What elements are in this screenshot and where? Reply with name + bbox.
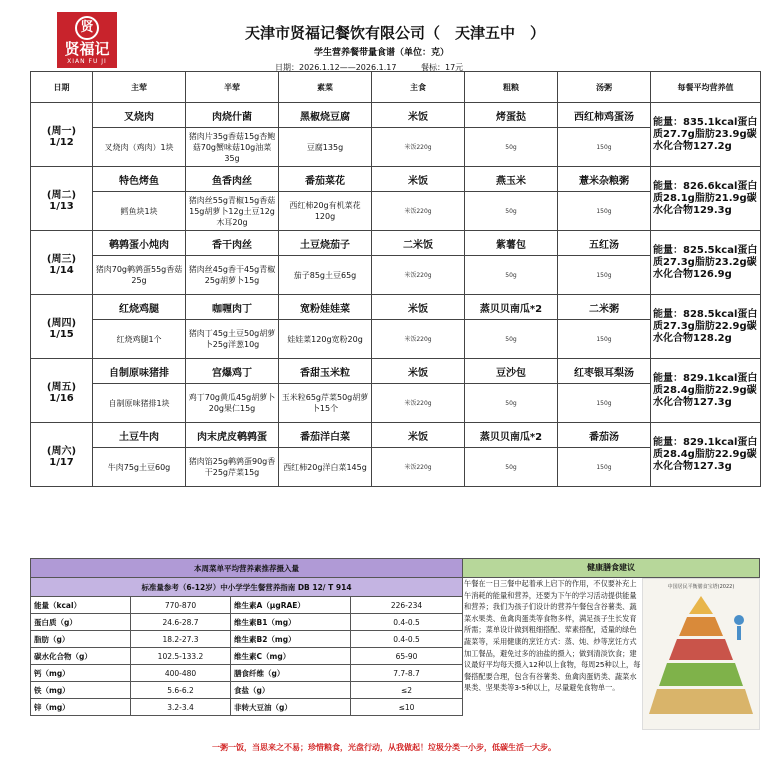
nutrient-label: 碳水化合物（g） <box>31 648 131 665</box>
dish-row <box>31 167 761 192</box>
dish-row <box>31 231 761 256</box>
bottom-section <box>30 558 760 738</box>
nutrient-label: 锌（mg） <box>31 699 131 716</box>
nutrient-value: 3.2-3.4 <box>131 699 231 716</box>
dish-row <box>31 359 761 384</box>
nutrition-cell: 能量：829.1kcal蛋白质28.4g脂肪22.9g碳水化合物127.3g <box>651 359 761 423</box>
nutrition-cell: 能量：826.6kcal蛋白质28.1g脂肪21.9g碳水化合物129.3g <box>651 167 761 231</box>
nutrient-value: 0.4-0.5 <box>351 614 463 631</box>
pyramid-title: 中国居民平衡膳食宝塔(2022) <box>667 584 735 590</box>
dish-name: 番茄汤 <box>558 423 651 448</box>
nutrient-label: 膳食纤维（g） <box>231 665 351 682</box>
page-subtitle: 学生营养餐带量食谱（单位：克） <box>314 48 450 58</box>
meal-price: 餐标：17元 <box>420 63 464 72</box>
dish-name: 米饭 <box>372 423 465 448</box>
nutrient-value: 5.6-6.2 <box>131 682 231 699</box>
dish-name: 土豆牛肉 <box>93 423 186 448</box>
dish-name: 黑椒烧豆腐 <box>279 103 372 128</box>
dish-detail: 猪肉片35g香菇15g杏鲍菇70g蟹味菇10g油菜35g <box>186 128 279 167</box>
dish-name: 薏米杂粮粥 <box>558 167 651 192</box>
dish-name: 米饭 <box>372 295 465 320</box>
nutrition-cell: 能量：828.5kcal蛋白质27.3g脂肪22.9g碳水化合物128.2g <box>651 295 761 359</box>
dish-detail: 150g <box>558 192 651 231</box>
nutrient-value: ≤10 <box>351 699 463 716</box>
dish-detail: 150g <box>558 320 651 359</box>
intake-table <box>30 558 463 716</box>
dish-name: 西红柿鸡蛋汤 <box>558 103 651 128</box>
dish-name: 二米饭 <box>372 231 465 256</box>
dish-name: 番茄洋白菜 <box>279 423 372 448</box>
dish-detail: 150g <box>558 128 651 167</box>
nutrient-label: 钙（mg） <box>31 665 131 682</box>
dish-name: 鱼香肉丝 <box>186 167 279 192</box>
dish-name: 红烧鸡腿 <box>93 295 186 320</box>
dish-row <box>31 423 761 448</box>
dish-name: 咖喱肉丁 <box>186 295 279 320</box>
intake-row <box>31 699 463 716</box>
nutrition-cell: 能量：835.1kcal蛋白质27.7g脂肪23.9g碳水化合物127.2g <box>651 103 761 167</box>
dish-name: 土豆烧茄子 <box>279 231 372 256</box>
dish-detail: 150g <box>558 384 651 423</box>
nutrient-value: 226-234 <box>351 597 463 614</box>
day-cell: (周二) 1/13 <box>31 167 93 231</box>
dish-name: 香干肉丝 <box>186 231 279 256</box>
dish-name: 红枣银耳梨汤 <box>558 359 651 384</box>
nutrient-value: 18.2-27.3 <box>131 631 231 648</box>
nutrient-label: 非转大豆油（g） <box>231 699 351 716</box>
nutrient-value: 7.7-8.7 <box>351 665 463 682</box>
dish-detail: 玉米粒65g芹菜50g胡萝卜15个 <box>279 384 372 423</box>
dish-name: 番茄菜花 <box>279 167 372 192</box>
brand-logo <box>57 12 117 68</box>
dish-detail: 鸡丁70g黄瓜45g胡萝卜20g果仁15g <box>186 384 279 423</box>
col-header: 主荤 <box>93 72 186 103</box>
nutrient-label: 蛋白质（g） <box>31 614 131 631</box>
col-header: 主食 <box>372 72 465 103</box>
nutrient-value: 102.5-133.2 <box>131 648 231 665</box>
dish-detail: 50g <box>465 256 558 295</box>
dish-detail: 米饭220g <box>372 320 465 359</box>
day-cell: (周三) 1/14 <box>31 231 93 295</box>
dish-detail: 猪肉70g鹌鹑蛋55g香菇25g <box>93 256 186 295</box>
dish-name: 宽粉娃娃菜 <box>279 295 372 320</box>
dish-detail: 米饭220g <box>372 128 465 167</box>
nutrition-cell: 能量：829.1kcal蛋白质28.4g脂肪22.9g碳水化合物127.3g <box>651 423 761 487</box>
col-header: 半荤 <box>186 72 279 103</box>
intake-panel <box>30 558 462 738</box>
nutrient-value: ≤2 <box>351 682 463 699</box>
dish-name: 叉烧肉 <box>93 103 186 128</box>
logo-subtext: XIAN FU JI <box>67 58 107 65</box>
logo-text: 贤福记 <box>64 40 110 58</box>
intake-row <box>31 665 463 682</box>
col-header: 汤粥 <box>558 72 651 103</box>
intake-row <box>31 648 463 665</box>
dish-detail: 娃娃菜120g宽粉20g <box>279 320 372 359</box>
logo-mark: 贤 <box>75 16 99 40</box>
dish-detail: 牛肉75g土豆60g <box>93 448 186 487</box>
dish-name: 二米粥 <box>558 295 651 320</box>
col-header: 素菜 <box>279 72 372 103</box>
intake-row <box>31 597 463 614</box>
dish-row <box>31 295 761 320</box>
nutrient-label: 维生素C（mg） <box>231 648 351 665</box>
dish-name: 蒸贝贝南瓜*2 <box>465 295 558 320</box>
dish-name: 自制原味猪排 <box>93 359 186 384</box>
dish-detail: 米饭220g <box>372 192 465 231</box>
dish-detail: 米饭220g <box>372 256 465 295</box>
dish-name: 宫爆鸡丁 <box>186 359 279 384</box>
nutrient-label: 食盐（g） <box>231 682 351 699</box>
advice-title: 健康膳食建议 <box>462 558 760 578</box>
dish-detail: 50g <box>465 384 558 423</box>
dish-name: 肉烧什菌 <box>186 103 279 128</box>
dish-name: 蒸贝贝南瓜*2 <box>465 423 558 448</box>
dish-name: 米饭 <box>372 103 465 128</box>
col-header: 日期 <box>31 72 93 103</box>
day-cell: (周五) 1/16 <box>31 359 93 423</box>
dish-detail: 猪肉丝55g青椒15g香菇15g胡萝卜12g土豆12g木耳20g <box>186 192 279 231</box>
dish-detail: 猪肉丁45g土豆50g胡萝卜25g洋葱10g <box>186 320 279 359</box>
dish-name: 紫薯包 <box>465 231 558 256</box>
intake-row <box>31 682 463 699</box>
nutrient-value: 400-480 <box>131 665 231 682</box>
dish-detail: 鳕鱼块1块 <box>93 192 186 231</box>
intake-row <box>31 631 463 648</box>
slogan: 一粥一饭，当思来之不易；珍惜粮食，光盘行动，从我做起！垃圾分类一小步，低碳生活一大步。 <box>212 743 556 752</box>
advice-panel <box>462 558 760 738</box>
dish-name: 五红汤 <box>558 231 651 256</box>
dish-name: 香甜玉米粒 <box>279 359 372 384</box>
dish-name: 特色烤鱼 <box>93 167 186 192</box>
date-range: 日期：2026.1.12——2026.1.17 <box>275 63 397 72</box>
dish-detail: 自制原味猪排1块 <box>93 384 186 423</box>
food-pyramid-image <box>642 578 760 730</box>
intake-row <box>31 614 463 631</box>
nutrient-value: 0.4-0.5 <box>351 631 463 648</box>
pyramid-icon <box>643 590 759 726</box>
nutrient-label: 维生素B1（mg） <box>231 614 351 631</box>
dish-detail: 150g <box>558 448 651 487</box>
nutrition-cell: 能量：825.5kcal蛋白质27.3g脂肪23.2g碳水化合物126.9g <box>651 231 761 295</box>
advice-text: 午餐在一日三餐中起着承上启下的作用，不仅要补充上午消耗的能量和营养，还要为下午的学习活动提供能量和营养；我们为孩子们设计的营养午餐包含谷薯类、蔬菜水果类、鱼禽肉蛋类等食物多样，满足孩子生长发育所需；菜单设计做到粗细搭配、荤素搭配，适量的绿色蔬菜等，采用健康的烹饪方式：蒸、炖、炒等烹饪方式加工餐品，避免过多的油盐的摄入；做到清淡饮食；建议最好平均每天摄入12种以上食物，每周25种以上，每餐搭配要合理，包含有谷薯类、鱼禽肉蛋奶类、蔬菜水果类、坚果类等3-5种以上，尽量避免食物单一。 <box>464 579 641 693</box>
nutrient-label: 维生素B2（mg） <box>231 631 351 648</box>
dish-detail: 叉烧肉（鸡肉）1块 <box>93 128 186 167</box>
day-cell: (周四) 1/15 <box>31 295 93 359</box>
dish-name: 燕玉米 <box>465 167 558 192</box>
day-cell: (周六) 1/17 <box>31 423 93 487</box>
menu-header-row <box>31 72 761 103</box>
dish-detail: 豆腐135g <box>279 128 372 167</box>
dish-detail: 50g <box>465 128 558 167</box>
dish-detail: 50g <box>465 320 558 359</box>
dish-name: 豆沙包 <box>465 359 558 384</box>
intake-title: 本周菜单平均营养素推荐摄入量 <box>31 559 463 578</box>
dish-detail: 150g <box>558 256 651 295</box>
col-header: 每餐平均营养值 <box>651 72 761 103</box>
dish-name: 米饭 <box>372 359 465 384</box>
dish-name: 烤蛋挞 <box>465 103 558 128</box>
dish-detail: 茄子85g土豆65g <box>279 256 372 295</box>
nutrient-label: 铁（mg） <box>31 682 131 699</box>
dish-detail: 米饭220g <box>372 384 465 423</box>
dish-detail: 米饭220g <box>372 448 465 487</box>
dish-detail: 红烧鸡腿1个 <box>93 320 186 359</box>
nutrient-label: 维生素A（μgRAE） <box>231 597 351 614</box>
menu-table <box>30 71 761 487</box>
dish-row <box>31 103 761 128</box>
dish-detail: 猪肉丝45g香干45g青椒25g胡萝卜15g <box>186 256 279 295</box>
page-title: 天津市贤福记餐饮有限公司（ 天津五中 ） <box>245 24 546 42</box>
nutrient-value: 24.6-28.7 <box>131 614 231 631</box>
dish-detail: 西红柿20g有机菜花120g <box>279 192 372 231</box>
dish-detail: 猪肉馅25g鹌鹑蛋90g香干25g芹菜15g <box>186 448 279 487</box>
dish-detail: 50g <box>465 192 558 231</box>
dish-detail: 50g <box>465 448 558 487</box>
col-header: 粗粮 <box>465 72 558 103</box>
dish-name: 肉末虎皮鹌鹑蛋 <box>186 423 279 448</box>
dish-name: 米饭 <box>372 167 465 192</box>
nutrient-label: 能量（kcal） <box>31 597 131 614</box>
nutrient-value: 65-90 <box>351 648 463 665</box>
dish-detail: 西红柿20g洋白菜145g <box>279 448 372 487</box>
nutrient-label: 脂肪（g） <box>31 631 131 648</box>
intake-standard: 标准量参考（6-12岁）中小学学生餐营养指南 DB 12/ T 914 <box>31 578 463 597</box>
dish-name: 鹌鹑蛋小炖肉 <box>93 231 186 256</box>
day-cell: (周一) 1/12 <box>31 103 93 167</box>
nutrient-value: 770-870 <box>131 597 231 614</box>
